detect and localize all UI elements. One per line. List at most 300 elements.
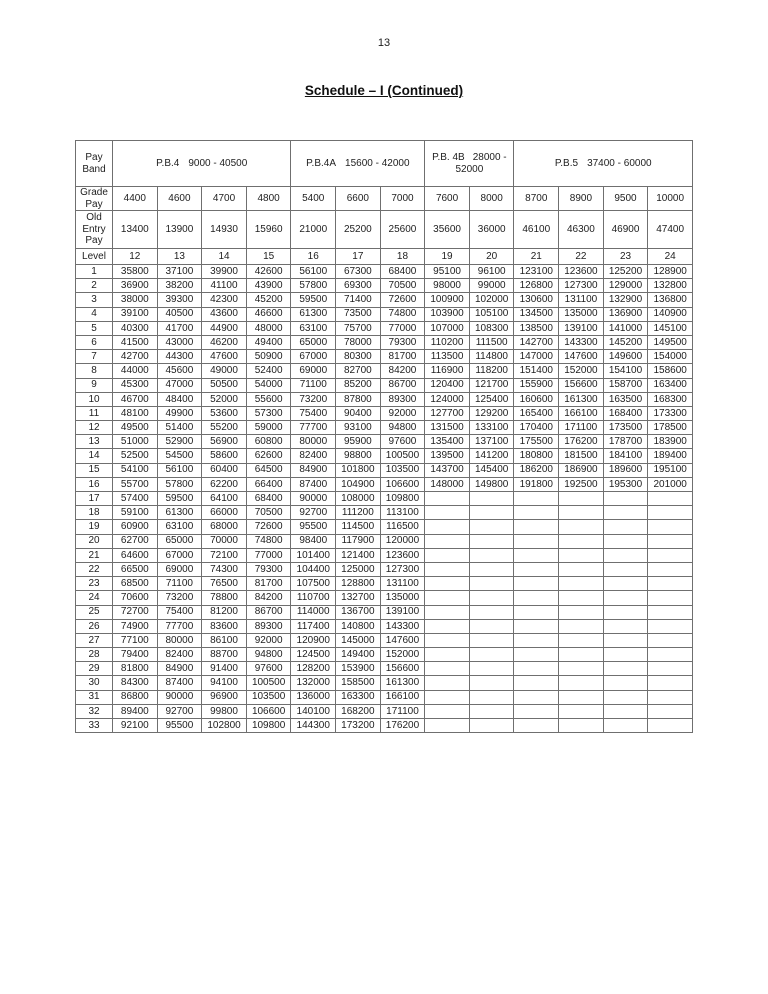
pay-cell: 129000: [603, 279, 648, 293]
grade-pay-value: 6600: [336, 187, 381, 211]
pay-cell: 54500: [157, 449, 202, 463]
table-row: [76, 719, 693, 733]
pay-band-range: 37400 - 60000: [587, 157, 652, 169]
pay-cell: 55600: [246, 392, 291, 406]
pay-cell: [469, 492, 514, 506]
pay-cell: 65000: [291, 335, 336, 349]
table-row: [76, 364, 693, 378]
table-row: [76, 293, 693, 307]
pay-cell: 158500: [336, 676, 381, 690]
pay-cell: 79400: [113, 648, 158, 662]
pay-cell: 120000: [380, 534, 425, 548]
level-value: 18: [380, 249, 425, 265]
pay-cell: 131100: [559, 293, 604, 307]
pay-cell: 140100: [291, 704, 336, 718]
pay-cell: 63100: [157, 520, 202, 534]
pay-band-pb5: [514, 141, 693, 187]
pay-cell: 41700: [157, 321, 202, 335]
pay-cell: 57300: [246, 406, 291, 420]
pay-cell: 47600: [202, 350, 247, 364]
grade-pay-value: 4600: [157, 187, 202, 211]
pay-cell: [559, 662, 604, 676]
pay-cell: 59000: [246, 421, 291, 435]
pay-cell: 124500: [291, 648, 336, 662]
pay-cell: 91400: [202, 662, 247, 676]
pay-cell: 98000: [425, 279, 470, 293]
pay-cell: [559, 577, 604, 591]
pay-cell: [648, 492, 693, 506]
pay-cell: 92700: [157, 704, 202, 718]
pay-cell: 128800: [336, 577, 381, 591]
pay-cell: 84300: [113, 676, 158, 690]
pay-cell: [425, 619, 470, 633]
pay-cell: 186200: [514, 463, 559, 477]
pay-cell: 44000: [113, 364, 158, 378]
pay-cell: 93100: [336, 421, 381, 435]
pay-cell: 173500: [603, 421, 648, 435]
level-value: 24: [648, 249, 693, 265]
pay-cell: 83600: [202, 619, 247, 633]
pay-cell: 108300: [469, 321, 514, 335]
pay-cell: 45200: [246, 293, 291, 307]
level-value: 20: [469, 249, 514, 265]
pay-cell: 58600: [202, 449, 247, 463]
pay-cell: [469, 605, 514, 619]
pay-cell: 67300: [336, 265, 381, 279]
pay-cell: [425, 648, 470, 662]
grade-pay-value: 4400: [113, 187, 158, 211]
pay-cell: [514, 690, 559, 704]
pay-cell: 36900: [113, 279, 158, 293]
pay-cell: 54000: [246, 378, 291, 392]
pay-cell: 149500: [648, 335, 693, 349]
pay-cell: 143700: [425, 463, 470, 477]
pay-cell: [603, 619, 648, 633]
pay-cell: 154000: [648, 350, 693, 364]
pay-cell: 46600: [246, 307, 291, 321]
pay-cell: 59100: [113, 506, 158, 520]
pay-cell: 135400: [425, 435, 470, 449]
row-index: 24: [76, 591, 113, 605]
pay-cell: [603, 690, 648, 704]
row-index: 32: [76, 704, 113, 718]
pay-cell: 101800: [336, 463, 381, 477]
pay-cell: 84200: [380, 364, 425, 378]
pay-cell: 149600: [603, 350, 648, 364]
row-index: 3: [76, 293, 113, 307]
pay-cell: 90400: [336, 406, 381, 420]
pay-cell: [425, 676, 470, 690]
pay-cell: 74900: [113, 619, 158, 633]
pay-cell: 147000: [514, 350, 559, 364]
grade-pay-value: 4800: [246, 187, 291, 211]
pay-cell: 139100: [380, 605, 425, 619]
level-value: 23: [603, 249, 648, 265]
table-row: [76, 392, 693, 406]
pay-cell: 111200: [336, 506, 381, 520]
row-index: 26: [76, 619, 113, 633]
table-row: [76, 406, 693, 420]
pay-cell: [425, 534, 470, 548]
pay-cell: [603, 591, 648, 605]
pay-cell: 160600: [514, 392, 559, 406]
pay-cell: 63100: [291, 321, 336, 335]
pay-cell: [648, 562, 693, 576]
pay-cell: [425, 520, 470, 534]
pay-cell: 96100: [469, 265, 514, 279]
pay-cell: 85200: [336, 378, 381, 392]
pay-cell: [559, 633, 604, 647]
pay-cell: [469, 719, 514, 733]
pay-cell: [469, 619, 514, 633]
pay-cell: 71400: [336, 293, 381, 307]
level-value: 21: [514, 249, 559, 265]
pay-cell: 120900: [291, 633, 336, 647]
pay-cell: 155900: [514, 378, 559, 392]
pay-cell: 104900: [336, 477, 381, 491]
level-value: 17: [336, 249, 381, 265]
pay-cell: 86800: [113, 690, 158, 704]
table-row: [76, 321, 693, 335]
pay-cell: [603, 648, 648, 662]
grade-pay-value: 5400: [291, 187, 336, 211]
pay-cell: [469, 562, 514, 576]
pay-cell: 92700: [291, 506, 336, 520]
pay-cell: [648, 662, 693, 676]
pay-cell: [648, 690, 693, 704]
pay-cell: 178700: [603, 435, 648, 449]
pay-cell: 149800: [469, 477, 514, 491]
pay-cell: 127300: [559, 279, 604, 293]
pay-band-label: Pay Band: [76, 141, 113, 187]
pay-cell: 192500: [559, 477, 604, 491]
pay-cell: 38000: [113, 293, 158, 307]
pay-cell: 118200: [469, 364, 514, 378]
pay-cell: 71100: [157, 577, 202, 591]
pay-cell: 132000: [291, 676, 336, 690]
pay-cell: 77700: [291, 421, 336, 435]
pay-cell: 40500: [157, 307, 202, 321]
pay-cell: 55200: [202, 421, 247, 435]
pay-cell: 43600: [202, 307, 247, 321]
pay-cell: [425, 548, 470, 562]
pay-cell: 62600: [246, 449, 291, 463]
pay-cell: [559, 492, 604, 506]
pay-cell: [603, 605, 648, 619]
pay-cell: 84900: [157, 662, 202, 676]
table-row: [76, 506, 693, 520]
row-index: 1: [76, 265, 113, 279]
pay-cell: 52900: [157, 435, 202, 449]
pay-cell: [469, 534, 514, 548]
old-entry-pay-value: 21000: [291, 211, 336, 249]
pay-cell: 191800: [514, 477, 559, 491]
pay-cell: 45600: [157, 364, 202, 378]
pay-cell: 125000: [336, 562, 381, 576]
pay-cell: 163300: [336, 690, 381, 704]
row-index: 4: [76, 307, 113, 321]
pay-cell: [425, 562, 470, 576]
pay-cell: 72100: [202, 548, 247, 562]
pay-cell: [559, 562, 604, 576]
pay-cell: 89400: [113, 704, 158, 718]
pay-cell: 87400: [291, 477, 336, 491]
pay-cell: 130600: [514, 293, 559, 307]
pay-cell: 37100: [157, 265, 202, 279]
pay-cell: 156600: [380, 662, 425, 676]
pay-cell: 74300: [202, 562, 247, 576]
pay-cell: 73500: [336, 307, 381, 321]
pay-cell: 47000: [157, 378, 202, 392]
table-row: [76, 633, 693, 647]
pay-cell: 60800: [246, 435, 291, 449]
table-row: [76, 335, 693, 349]
pay-cell: 86700: [380, 378, 425, 392]
pay-cell: 139100: [559, 321, 604, 335]
pay-cell: 173200: [336, 719, 381, 733]
pay-cell: 178500: [648, 421, 693, 435]
pay-cell: 153900: [336, 662, 381, 676]
pay-cell: 176200: [380, 719, 425, 733]
level-row: [76, 249, 693, 265]
table-row: [76, 463, 693, 477]
pay-cell: 49900: [157, 406, 202, 420]
row-index: 33: [76, 719, 113, 733]
pay-cell: 136900: [603, 307, 648, 321]
pay-cell: [648, 520, 693, 534]
pay-cell: 136000: [291, 690, 336, 704]
grade-pay-value: 8900: [559, 187, 604, 211]
pay-cell: 95500: [291, 520, 336, 534]
pay-cell: 116500: [380, 520, 425, 534]
pay-cell: 143300: [559, 335, 604, 349]
row-index: 18: [76, 506, 113, 520]
old-entry-pay-row: [76, 211, 693, 249]
grade-pay-value: 7600: [425, 187, 470, 211]
pay-cell: [648, 591, 693, 605]
pay-cell: 43900: [246, 279, 291, 293]
pay-band-range: 28000 - 52000: [455, 152, 507, 175]
pay-cell: [559, 506, 604, 520]
table-row: [76, 562, 693, 576]
pay-cell: [559, 619, 604, 633]
pay-cell: 71100: [291, 378, 336, 392]
old-entry-pay-value: 36000: [469, 211, 514, 249]
row-index: 23: [76, 577, 113, 591]
pay-cell: [603, 719, 648, 733]
pay-cell: 66400: [246, 477, 291, 491]
pay-cell: 80300: [336, 350, 381, 364]
pay-cell: 89300: [380, 392, 425, 406]
row-index: 16: [76, 477, 113, 491]
pay-cell: 75400: [157, 605, 202, 619]
table-row: [76, 605, 693, 619]
pay-cell: [469, 591, 514, 605]
pay-cell: 74800: [246, 534, 291, 548]
pay-cell: 48400: [157, 392, 202, 406]
pay-cell: 54100: [113, 463, 158, 477]
pay-cell: 109800: [380, 492, 425, 506]
pay-cell: [469, 577, 514, 591]
pay-cell: 126800: [514, 279, 559, 293]
pay-cell: [425, 577, 470, 591]
pay-cell: 180800: [514, 449, 559, 463]
pay-cell: 107500: [291, 577, 336, 591]
pay-cell: 121400: [336, 548, 381, 562]
pay-cell: [514, 619, 559, 633]
grade-pay-row: [76, 187, 693, 211]
pay-cell: 145000: [336, 633, 381, 647]
pay-cell: 94800: [246, 648, 291, 662]
pay-cell: [469, 648, 514, 662]
pay-cell: [425, 633, 470, 647]
pay-cell: 50500: [202, 378, 247, 392]
level-value: 16: [291, 249, 336, 265]
pay-cell: 68000: [202, 520, 247, 534]
pay-cell: 128200: [291, 662, 336, 676]
pay-cell: 80000: [291, 435, 336, 449]
pay-cell: 166100: [559, 406, 604, 420]
pay-cell: [514, 534, 559, 548]
pay-cell: 161300: [380, 676, 425, 690]
pay-cell: 103900: [425, 307, 470, 321]
pay-cell: 147600: [380, 633, 425, 647]
grade-pay-value: 9500: [603, 187, 648, 211]
pay-cell: [514, 506, 559, 520]
pay-cell: 128900: [648, 265, 693, 279]
level-value: 12: [113, 249, 158, 265]
pay-cell: 114800: [469, 350, 514, 364]
table-row: [76, 676, 693, 690]
old-entry-pay-value: 13400: [113, 211, 158, 249]
pay-cell: 113100: [380, 506, 425, 520]
pay-cell: 53600: [202, 406, 247, 420]
pay-cell: 96900: [202, 690, 247, 704]
table-row: [76, 307, 693, 321]
pay-cell: 189400: [648, 449, 693, 463]
old-entry-pay-label: Old Entry Pay: [76, 211, 113, 249]
pay-cell: 124000: [425, 392, 470, 406]
pay-cell: 136800: [648, 293, 693, 307]
pay-cell: 61300: [157, 506, 202, 520]
pay-cell: 158700: [603, 378, 648, 392]
row-index: 10: [76, 392, 113, 406]
pay-cell: 184100: [603, 449, 648, 463]
pay-cell: [559, 676, 604, 690]
pay-cell: 114000: [291, 605, 336, 619]
pay-cell: 168400: [603, 406, 648, 420]
pay-cell: 42700: [113, 350, 158, 364]
pay-cell: [603, 562, 648, 576]
pay-cell: 73200: [157, 591, 202, 605]
pay-cell: 100900: [425, 293, 470, 307]
table-row: [76, 619, 693, 633]
row-index: 17: [76, 492, 113, 506]
pay-cell: [469, 633, 514, 647]
level-value: 14: [202, 249, 247, 265]
pay-cell: 42300: [202, 293, 247, 307]
pay-cell: 49500: [113, 421, 158, 435]
grade-pay-value: 8700: [514, 187, 559, 211]
pay-cell: 101400: [291, 548, 336, 562]
pay-cell: [648, 506, 693, 520]
pay-cell: 80000: [157, 633, 202, 647]
pay-cell: 105100: [469, 307, 514, 321]
pay-cell: [648, 605, 693, 619]
pay-cell: [603, 577, 648, 591]
pay-cell: 125200: [603, 265, 648, 279]
table-row: [76, 492, 693, 506]
pay-cell: [559, 591, 604, 605]
pay-cell: [425, 690, 470, 704]
pay-cell: 57800: [157, 477, 202, 491]
row-index: 5: [76, 321, 113, 335]
pay-cell: [603, 506, 648, 520]
pay-cell: 175500: [514, 435, 559, 449]
pay-cell: 166100: [380, 690, 425, 704]
pay-cell: 56100: [291, 265, 336, 279]
pay-cell: [514, 719, 559, 733]
pay-cell: 51000: [113, 435, 158, 449]
pay-cell: 138500: [514, 321, 559, 335]
old-entry-pay-value: 35600: [425, 211, 470, 249]
pay-cell: 64600: [113, 548, 158, 562]
pay-cell: 46200: [202, 335, 247, 349]
pay-cell: [648, 719, 693, 733]
pay-cell: [514, 520, 559, 534]
table-row: [76, 265, 693, 279]
pay-cell: 75400: [291, 406, 336, 420]
pay-cell: 86100: [202, 633, 247, 647]
pay-cell: 48000: [246, 321, 291, 335]
pay-cell: [648, 548, 693, 562]
pay-cell: 87800: [336, 392, 381, 406]
old-entry-pay-value: 46900: [603, 211, 648, 249]
pay-cell: 168300: [648, 392, 693, 406]
pay-cell: 35800: [113, 265, 158, 279]
pay-cell: 72600: [246, 520, 291, 534]
pay-cell: 69300: [336, 279, 381, 293]
pay-cell: 123600: [559, 265, 604, 279]
level-value: 22: [559, 249, 604, 265]
pay-cell: 39300: [157, 293, 202, 307]
table-row: [76, 477, 693, 491]
pay-cell: [559, 648, 604, 662]
pay-cell: 102800: [202, 719, 247, 733]
pay-cell: 104400: [291, 562, 336, 576]
pay-band-range: 15600 - 42000: [345, 157, 410, 169]
pay-cell: 78000: [336, 335, 381, 349]
pay-cell: 60400: [202, 463, 247, 477]
pay-cell: 46700: [113, 392, 158, 406]
pay-cell: 103500: [246, 690, 291, 704]
table-row: [76, 662, 693, 676]
pay-cell: 64500: [246, 463, 291, 477]
pay-cell: 50900: [246, 350, 291, 364]
pay-cell: 183900: [648, 435, 693, 449]
pay-cell: 49400: [246, 335, 291, 349]
pay-cell: 201000: [648, 477, 693, 491]
pay-matrix-table-wrap: [75, 140, 693, 733]
table-row: [76, 279, 693, 293]
pay-cell: 151400: [514, 364, 559, 378]
table-row: [76, 449, 693, 463]
grade-pay-label: Grade Pay: [76, 187, 113, 211]
pay-cell: [469, 662, 514, 676]
pay-cell: 82400: [157, 648, 202, 662]
grade-pay-value: 8000: [469, 187, 514, 211]
level-value: 19: [425, 249, 470, 265]
